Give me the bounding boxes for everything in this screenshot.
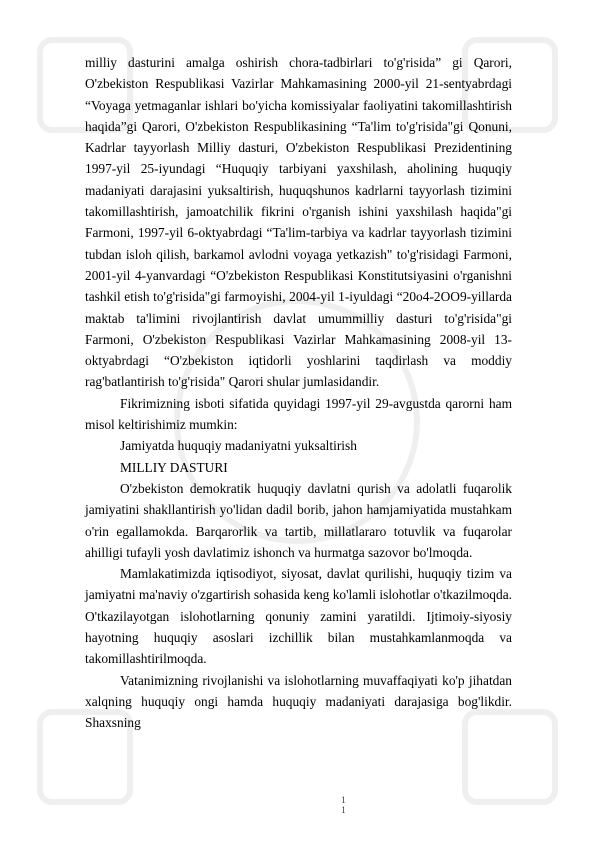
page-number-bottom: 1 [341, 805, 346, 815]
paragraph-democratic-state: O'zbekiston demokratik huquqiy davlatni qurish va adolatli fuqarolik jamiyatini shakllantirish yo'lidan dadil borib, jahon hamjamiyatida mustahkam o'rin egallamokda. Barqarorlik va tartib, millatlararo totuvlik va fuqarolar ahilligi tufayli yosh davlatimiz ishonch va hurmatga sazovor bo'lmoqda. [85, 480, 512, 560]
paragraph-reforms: Mamlakatimizda iqtisodiyot, siyosat, davlat qurilishi, huquqiy tizim va jamiyatni ma'naviy o'zgartirish sohasida keng ko'lamli islohotlar o'tkazilmoqda. O'tkazilayotgan islohotlarning qonuniy zamini yaratildi. Ijtimoiy-siyosiy hayotning huquqiy asoslari izchillik bilan mustahkamlanmoqda va takomillashtirilmoqda. [85, 566, 512, 667]
paragraph-example-intro: Fikrimizning isboti sifatida quyidagi 1997-yil 29-avgustda qarorni ham misol keltirishimiz mumkin: [85, 395, 512, 433]
program-title-line-1: Jamiyatda huquqiy madaniyatni yuksaltirish [120, 438, 357, 454]
document-body [85, 52, 512, 734]
program-title-line-2: MILLIY DASTURI [120, 459, 228, 475]
page-number [0, 795, 595, 815]
paragraph-legislation-list: milliy dasturini amalga oshirish chora-tadbirlari to'g'risida” gi Qarori, O'zbekiston Respublikasi Vazirlar Mahkamasining 2000-yil 21-sentyabrdagi “Voyaga yetmaganlar ishlari bo'yicha komissiyalar faoliyatini takomillashtirish haqida”gi Qarori, O'zbekiston Respublikasining “Ta'lim to'g'risida"gi Qonuni, Kadrlar tayyorlash Milliy dasturi, O'zbekiston Respublikasi Prezidentining 1997-yil 25-iyundagi “Huquqiy tarbiyani yaxshilash, aholining huquqiy madaniyati darajasini yuksaltirish, huquqshunos kadrlarni tayyorlash tizimini takomillashtirish, jamoatchilik fikrini o'rganish ishini yaxshilash haqida"gi Farmoni, 1997-yil 6-oktyabrdagi “Ta'lim-tarbiya va kadrlar tayyorlash tizimini tubdan isloh qilish, barkamol avlodni voyaga yetkazish" to'g'risidagi Farmoni, 2001-yil 4-yanvardagi “O'zbekiston Respublikasi Konstitutsiyasini o'rganishni tashkil etish to'g'risida"gi farmoyishi, 2004-yil 1-iyuldagi “20o4-2OO9-yillarda maktab ta'limini rivojlantirish davlat umummilliy dasturi to'g'risida"gi Farmoni, O'zbekiston Respublikasi Vazirlar Mahkamasining 2008-yil 13-oktyabrdagi “O'zbekiston iqtidorli yoshlarini taqdirlash va moddiy rag'batlantirish to'g'risida" Qarori shular jumlasidandir. [85, 55, 512, 390]
page-number-top: 1 [341, 795, 346, 805]
paragraph-legal-culture: Vatanimizning rivojlanishi va islohotlarning muvaffaqiyati ko'p jihatdan xalqning huquqiy ongi hamda huquqiy madaniyati darajasiga bog'likdir. Shaxsning [85, 672, 512, 731]
